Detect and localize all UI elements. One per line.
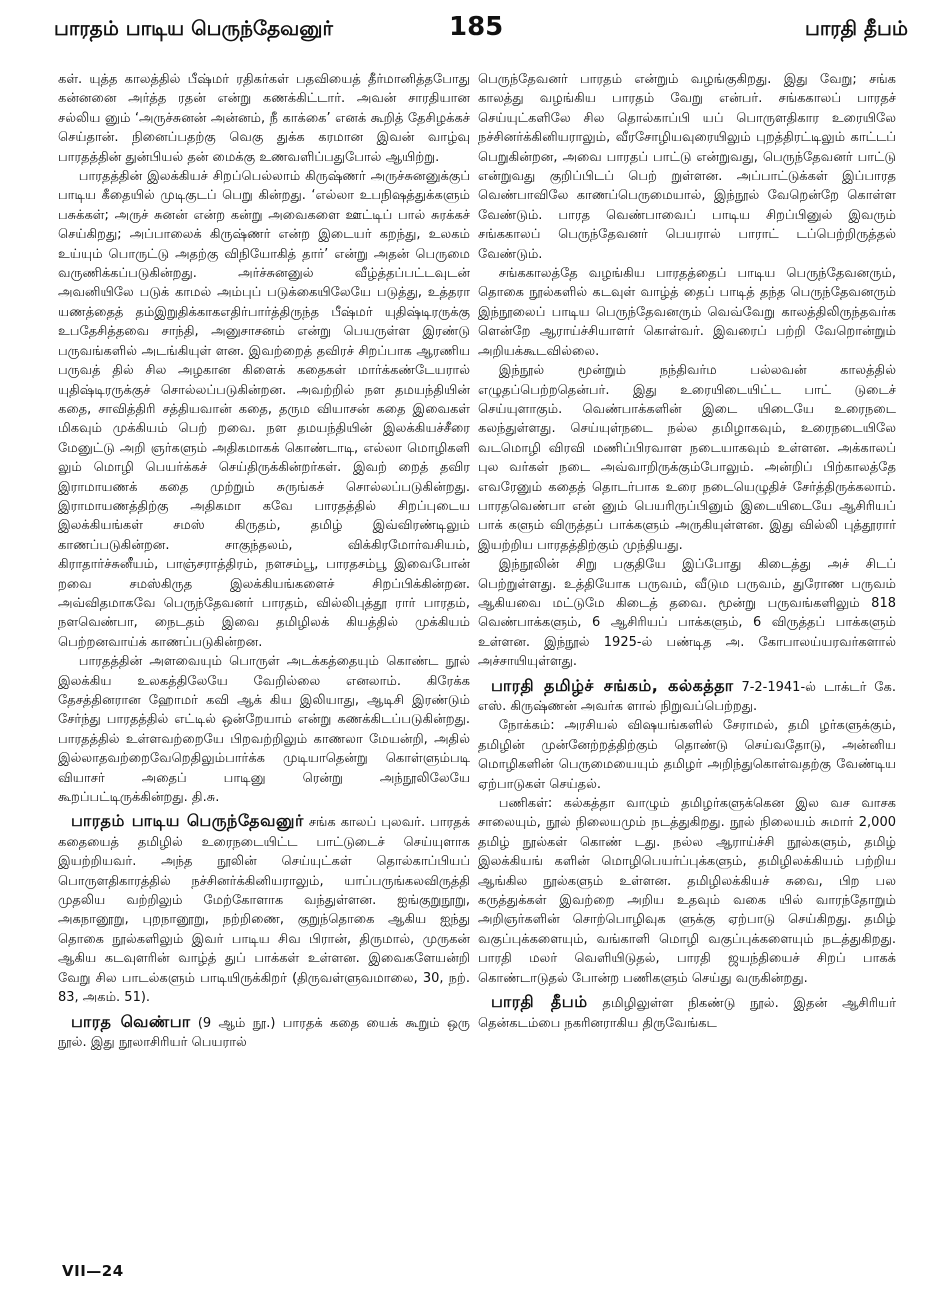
running-head-left: பாரதம் பாடிய பெருந்தேவனுர் <box>54 16 333 40</box>
entry <box>478 992 896 1033</box>
left-column <box>58 70 470 1265</box>
entry-headword: பாரதி தமிழ்ச் சங்கம், கல்கத்தா <box>491 675 734 695</box>
entry-headword: பாரதம் பாடிய பெருந்தேவனுர் <box>71 811 304 831</box>
entry-body: சங்க காலப் புலவர். பாரதக் கதையைத் தமிழில் உரைநடையிட்ட பாட்டுடைச் செய்யுளாக இயற்றியவர். அந்த நூலின் செய்யுட்கள் தொல்காப்பியப் பொருளதிகாரத்தில் நச்சினர்க்கினியராலும், யாப்பருங்கலவிருத்தி முதலிய வற்றிலும் மேற்கோளாக வந்துள்ளன. ஐங்குறுநூறு, அகநானூறு, புறநானூறு, நற்றிணை, குறுந்தொகை ஆகிய ஐந்து தொகை நூல்களிலும் இவர் பாடிய சிவ பிரான், திருமால், முருகன் ஆகிய கடவுளரின் வாழ்த் துப் பாக்கள் உள்ளன. இவைகளேயன்றி வேறு சில பாடல்களும் பாடியிருக்கிறர் (திருவள்ளுவமாலை, 30, நற். 83, அகம். 51). <box>58 815 470 1006</box>
entry <box>58 1012 470 1053</box>
running-head-right: பாரதி தீபம் <box>804 16 908 40</box>
entry-headword: பாரத வெண்பா <box>71 1011 191 1031</box>
paragraph: பாரதத்தின் அளவையும் பொருள் அடக்கத்தையும் கொண்ட நூல் இலக்கிய உலகத்திலேயே வேறில்லை எனலாம். கிரேக்க தேசத்தினரான ஹோமர் கவி ஆக் கிய இலியாது, ஆடிசி இரண்டும் சேர்ந்து பாரதத்தில் எட்டில் ஒன்றேயாம் என்று கணக்கிடப்படுகின்றது. பாரதத்தில் உள்ளவற்றையே பிறவற்றிலும் காணலா மேயன்றி, அதில் இல்லாதவற்றைவேறெதிலும்பார்க்க முடியாதென்று கொள்ளும்படி வியாசர் அதைப் பாடினு ரென்று அந்நூலிலேயே கூறப்பட்டிருக்கின்றது. தி.சு. <box>58 654 470 806</box>
running-head <box>54 12 908 46</box>
paragraph: கள். யுத்த காலத்தில் பீஷ்மர் ரதிகர்கள் பதவியைத் தீர்மானித்தபோது கன்னனை அர்த்த ரதன் என்று கணக்கிட்டார். அவன் சாரதியான சல்லிய னும் ‘அருச்சுனன் அன்னம், நீ காக்கை’ எனக் கூறித் தேசிழக்கச் செய்தான். நினைப்பதற்கு வெகு துக்க கரமான இவன் வாழ்வு பாரதத்தின் துன்பியல் தன் மைக்கு உணவளிப்பதுபோல் ஆயிற்று. <box>58 72 470 165</box>
entry <box>478 676 896 717</box>
paragraph: சங்ககாலத்தே வழங்கிய பாரதத்தைப் பாடிய பெருந்தேவனரும், தொகை நூல்களில் கடவுள் வாழ்த் தைப் பாடித் தந்த பெருந்தேவனரும் இந்நூலைப் பாடிய பெருந்தேவனரும் வெவ்வேறு காலத்திலிருந்தவர்க ளென்றே ஆராய்ச்சியாளர் கொள்வர். இவரைப் பற்றி வேறொன்றும் அறியக்கூடவில்லை. <box>478 266 896 359</box>
page-number: 185 <box>449 12 504 42</box>
paragraph: பாரதத்தின் இலக்கியச் சிறப்பெல்லாம் கிருஷ்ணர் அருச்சுனனுக்குப் பாடிய கீதையில் முடிகுடப் பெறு கின்றது. ‘எல்லா உபநிஷத்துக்களும் பசுக்கள்; அருச் சுனன் என்ற கன்று அவைகளை ஊட்டிப் பால் சுரக்கச் செய்கிறது; அப்பாலைக் கிருஷ்ணர் என்ற இடையர் கறந்து, உலகம் உய்யும் பொருட்டு அதற்கு விநியோகித் தார்’ என்று அதன் பெருமை வருணிக்கப்படுகின்றது. அர்ச்சுனனுல் வீழ்த்தப்பட்டவுடன் அவனியிலே படுக் காமல் அம்புப் படுக்கையிலேயே படுத்து, உத்தரா யணத்தைத் தம்இறுதிக்காகஎதிர்பார்த்திருந்த பீஷ்மர் யுதிஷ்டிரருக்கு உபதேசித்தவை சாந்தி, அனுசாசனம் என்று பெயருள்ள இரண்டு பருவங்களில் அடங்கியுள் ளன. இவற்றைத் தவிரச் சிறப்பாக ஆரணிய பருவத் தில் சில அழகான கிளைக் கதைகள் மார்க்கண்டேயரால் யுதிஷ்டிரருக்குச் சொல்லப்படுகின்றன. அவற்றில் நள தமயந்தியின் கதை, சாவித்திரி சத்தியவான் கதை, தரும வியாசன் கதை இவைகள் மிகவும் முக்கியம் பெற் றவை. நள தமயந்தியின் இலக்கியச்சீரை மேனுட்டு அறி ஞர்களும் அதிகமாகக் கொண்டாடி, எல்லா மொழிகளி லும் மொழி பெயர்க்கச் செய்திருக்கின்றர்கள். இவற் றைத் தவிர இராமாயணக் கதை முற்றும் சுருங்கச் சொல்லப்படுகின்றது. இராமாயணத்திற்கு அதிகமா கவே பாரதத்தில் சிறப்புடைய இலக்கியங்கள் சமஸ் கிருதம், தமிழ் இவ்விரண்டிலும் காணப்படுகின்றன. சாகுந்தலம், விக்கிரமோர்வசியம், கிராதார்ச்சுனீயம், பாஞ்சராத்திரம், நளசம்பூ, பாரதசம்பூ இவைபோன் றவை சமஸ்கிருத இலக்கியங்களைச் சிறப்பிக்கின்றன. அவ்விதமாகவே பெருந்தேவனர் பாரதம், வில்லிபுத்தூ ரார் பாரதம், நளவெண்பா, நைடதம் இவை தமிழிலக் கியத்தில் முக்கியம் பெற்றனவாய்க் காணப்படுகின்றன. <box>58 169 470 650</box>
entry-headword: பாரதி தீபம் <box>491 992 588 1012</box>
entry-body: தமிழிலுள்ள நிகண்டு நூல். இதன் ஆசிரியர் தென்கடம்பை நகரினராகிய திருவேங்கட <box>478 996 896 1031</box>
entry <box>58 811 470 1007</box>
paragraph: இந்நூலின் சிறு பகுதியே இப்போது கிடைத்து அச் சிடப் பெற்றுள்ளது. உத்தியோக பருவம், வீடும பருவம், துரோண பருவம் ஆகியவை மட்டுமே கிடைத் தவை. மூன்று பருவங்களிலும் 818 வெண்பாக்களும், 6 ஆசிரியப் பாக்களும், 6 விருத்தப் பாக்களும் உள்ளன. இந்நூல் 1925-ல் பண்டித அ. கோபாலய்யரவர்களால் அச்சாயியுள்ளது. <box>478 557 896 670</box>
paragraph: பெருந்தேவனர் பாரதம் என்றும் வழங்குகிறது. இது வேறு; சங்க காலத்து வழங்கிய பாரதம் வேறு என்பர். சங்ககாலப் பாரதச் செய்யுட்களிலே சில தொல்காப்பி யப் பொருளதிகார உரையிலே நச்சினர்க்கினியராலும், வீரசோழியவுரையிலும் புறத்திரட்டிலும் காட்டப் பெறுகின்றன, அவை பாரதப் பாட்டு என்றுவது, பெருந்தேவனர் பாட்டு என்றுவது குறிப்பிடப் பெற் றுள்ளன. அப்பாட்டுக்கள் இப்பாரத வெண்பாவிலே காணப்பெருமையால், இந்நூல் வேறென்றே கொள்ள வேண்டும். பாரத வெண்பாவைப் பாடிய சிறப்பினுல் இவரும் சங்ககாலப் பெருந்தேவனர் பெயரால் பாராட் டப்பெற்றிருத்தல் வேண்டும். <box>478 72 896 262</box>
paragraph: நோக்கம்: அரசியல் விஷயங்களில் சேராமல், தமி ழர்களுக்கும், தமிழின் முன்னேற்றத்திற்கும் தொண்டு செய்வதோடு, அன்னிய மொழிகளின் பெருமையையும் தமிழர் அறிந்துகொள்வதற்கு வேண்டிய ஏற்பாடுகள் செய்தல். <box>478 718 896 792</box>
paragraph: இந்நூல் மூன்றும் நந்திவர்ம பல்லவன் காலத்தில் எழுதப்பெற்றதென்பர். இது உரையிடையிட்ட பாட் டுடைச் செய்யுளாகும். வெண்பாக்களின் இடை யிடையே உரைநடை கலந்துள்ளது. செய்யுள்நடை நல்ல தமிழாகவும், உரைநடையிலே வடமொழி விரவி மணிப்பிரவாள நடையாகவும் உள்ளன. அக்காலப் புல வர்கள் நடை அவ்வாறிருக்கும்போலும். அன்றிப் பிற்காலத்தே எவரேனும் கதைத் தொடர்பாக உரை நடையெழுதிச் சேர்த்திருக்கலாம். பாரதவெண்பா என் னும் பெயரிருப்பினும் இடையிடையே ஆசிரியப் பாக் களும் விருத்தப் பாக்களும் அருகியுள்ளன. இது வில்லி புத்தூரார் இயற்றிய பாரதத்திற்கும் முந்தியது. <box>478 363 896 553</box>
right-column <box>478 70 896 1265</box>
entry-body: 7-2-1941-ல் டாக்டர் கே. எஸ். கிருஷ்ணன் அவர்க ளால் நிறுவப்பெற்றது. <box>478 679 896 714</box>
signature-mark: VII—24 <box>62 1262 124 1280</box>
entry-body: (9 ஆம் நூ.) பாரதக் கதை யைக் கூறும் ஒரு நூல். இது நூலாசிரியர் பெயரால் <box>58 1015 470 1050</box>
paragraph: பணிகள்: கல்கத்தா வாழும் தமிழர்களுக்கென இல வச வாசக சாலையும், நூல் நிலையமும் நடத்துகிறது. நூல் நிலையம் சுமார் 2,000 தமிழ் நூல்கள் கொண் டது. நல்ல ஆராய்ச்சி நூல்களும், தமிழ் இலக்கியங் களின் மொழிபெயர்ப்புக்களும், தமிழிலக்கியம் பற்றிய ஆங்கில நூல்களும் உள்ளன. தமிழிலக்கியச் சுவை, பிற பல கருத்துக்கள் இவற்றை அறிய உதவும் வகை யில் வாரந்தோறும் அறிஞர்களின் சொற்பொழிவுக ளுக்கு ஏற்பாடு செய்கிறது. தமிழ் வகுப்புக்களையும், வங்காளி மொழி வகுப்புக்களையும் நடத்துகிறது. பாரதி மலர் வெளியிடுதல், பாரதி ஜயந்தியைச் சிறப் பாகக் கொண்டாடுதல் போன்ற பணிகளும் செய்து வருகின்றது. <box>478 796 896 986</box>
